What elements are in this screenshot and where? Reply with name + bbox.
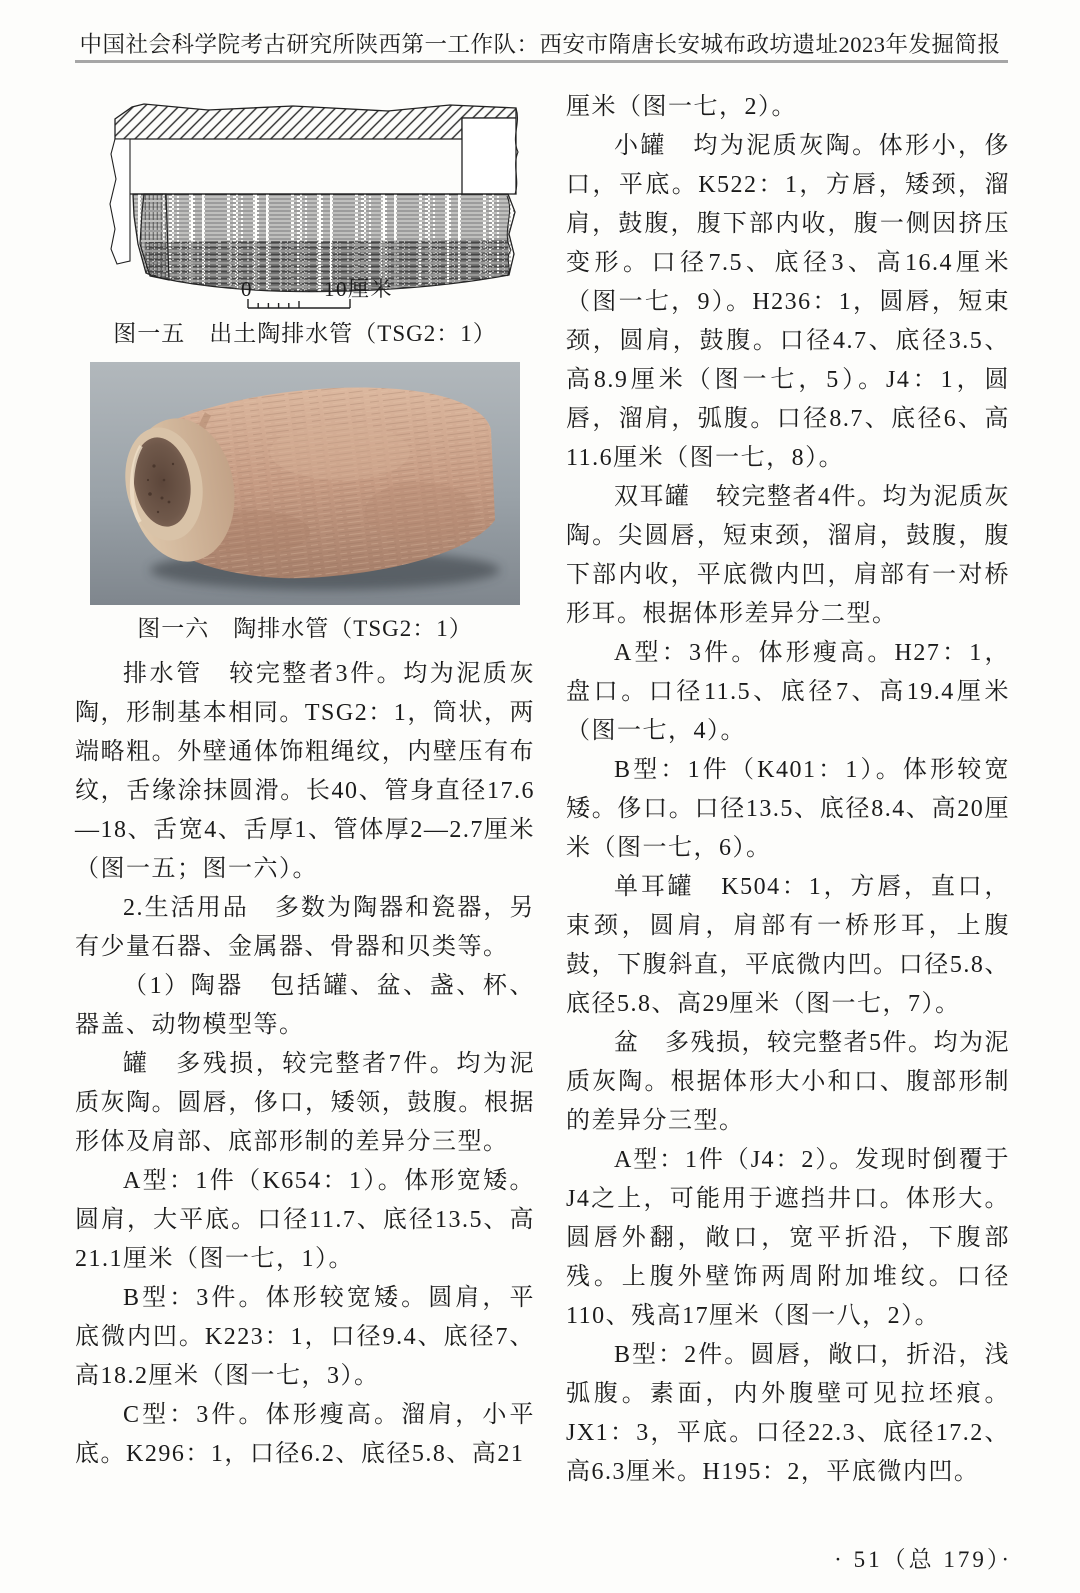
figure-16-photo bbox=[90, 362, 520, 605]
right-column bbox=[566, 88, 1010, 1492]
pipe-interior-lines bbox=[115, 139, 462, 194]
figure-15-drawing bbox=[88, 94, 522, 316]
paragraph-pottery-list: （1）陶器 包括罐、盆、盏、杯、器盖、动物模型等。 bbox=[75, 973, 535, 1038]
scale-end-label: 10厘米 bbox=[324, 277, 393, 301]
pipe-section-hatch bbox=[115, 104, 518, 194]
figure-15 bbox=[75, 94, 535, 350]
left-column bbox=[75, 88, 535, 1474]
pipe-tongue-elevation bbox=[110, 139, 130, 264]
scale-zero-label: 0 bbox=[241, 277, 253, 301]
paragraph-basins: 盆 多残损，较完整者5件。均为泥质灰陶。根据体形大小和口、腹部形制的差异分三型。 bbox=[566, 1030, 1010, 1134]
paragraph-daily-utensils: 2.生活用品 多数为陶器和瓷器，另有少量石器、金属器、骨器和贝类等。 bbox=[75, 895, 535, 960]
paragraph-jar-type-a: A型：1件（K654：1）。体形宽矮。圆肩，大平底。口径11.7、底径13.5、高21.1厘米（图一七，1）。 bbox=[75, 1168, 535, 1272]
paragraph-drainpipe: 排水管 较完整者3件。均为泥质灰陶，形制基本相同。TSG2：1，筒状，两端略粗。外壁通体饰粗绳纹，内壁压有布纹，舌缘涂抹圆滑。长40、管身直径17.6—18、舌宽4、舌厚1、管体厚2—2.7厘米（图一五；图一六）。 bbox=[75, 661, 535, 882]
paragraph-small-jars: 小罐 均为泥质灰陶。体形小，侈口，平底。K522：1，方唇，矮颈，溜肩，鼓腹，腹下部内收，腹一侧因挤压变形。口径7.5、底径3、高16.4厘米（图一七，9）。H236：1，圆唇，短束颈，圆肩，鼓腹。口径4.7、底径3.5、高8.9厘米（图一七，5）。J4：1，圆唇，溜肩，弧腹。口径8.7、底径6、高11.6厘米（图一七，8）。 bbox=[566, 133, 1010, 471]
paragraph-basin-type-a: A型：1件（J4：2）。发现时倒覆于J4之上，可能用于遮挡井口。体形大。圆唇外翻，敞口，宽平折沿，下腹部残。上腹外壁饰两周附加堆纹。口径110、残高17厘米（图一八，2）。 bbox=[566, 1147, 1010, 1329]
paragraph-basin-type-b: B型：2件。圆唇，敞口，折沿，浅弧腹。素面，内外腹壁可见拉坯痕。JX1：3，平底。口径22.3、底径17.2、高6.3厘米。H195：2，平底微内凹。 bbox=[566, 1342, 1010, 1485]
figure-16-caption: 图一六 陶排水管（TSG2：1） bbox=[137, 616, 473, 641]
figure-15-caption: 图一五 出土陶排水管（TSG2：1） bbox=[113, 321, 497, 346]
paragraph-guan-jars: 罐 多残损，较完整者7件。均为泥质灰陶。圆唇，侈口，矮领，鼓腹。根据形体及肩部、底部形制的差异分三型。 bbox=[75, 1051, 535, 1155]
pipe-socket bbox=[462, 118, 516, 194]
page-number: · 51（总 179）· bbox=[834, 1547, 1012, 1572]
left-column-text bbox=[75, 655, 535, 1474]
paragraph-double-ear-type-a: A型：3件。体形瘦高。H27：1，盘口。口径11.5、底径7、高19.4厘米（图一七，4）。 bbox=[566, 640, 1010, 744]
paragraph-double-ear-jars: 双耳罐 较完整者4件。均为泥质灰陶。尖圆唇，短束颈，溜肩，鼓腹，腹下部内收，平底微内凹，肩部有一对桥形耳。根据体形差异分二型。 bbox=[566, 484, 1010, 627]
running-head: 中国社会科学院考古研究所陕西第一工作队：西安市隋唐长安城布政坊遗址2023年发掘简报 bbox=[79, 32, 1001, 57]
paragraph-jar-type-b: B型：3件。体形较宽矮。圆肩，平底微内凹。K223：1，口径9.4、底径7、高18.2厘米（图一七，3）。 bbox=[75, 1285, 535, 1389]
paragraph-double-ear-type-b: B型：1件（K401：1）。体形较宽矮。侈口。口径13.5、底径8.4、高20厘米（图一七，6）。 bbox=[566, 757, 1010, 861]
paragraph-jar-type-c: C型：3件。体形瘦高。溜肩，小平底。K296：1，口径6.2、底径5.8、高21 bbox=[75, 1402, 535, 1467]
paragraph-single-ear-jar: 单耳罐 K504：1，方唇，直口，束颈，圆肩，肩部有一桥形耳，上腹鼓，下腹斜直，平底微内凹。口径5.8、底径5.8、高29厘米（图一七，7）。 bbox=[566, 874, 1010, 1017]
header-rule bbox=[75, 60, 1008, 63]
paragraph-jar-type-c-cont: 厘米（图一七，2）。 bbox=[566, 94, 797, 120]
figure-16 bbox=[75, 362, 535, 645]
